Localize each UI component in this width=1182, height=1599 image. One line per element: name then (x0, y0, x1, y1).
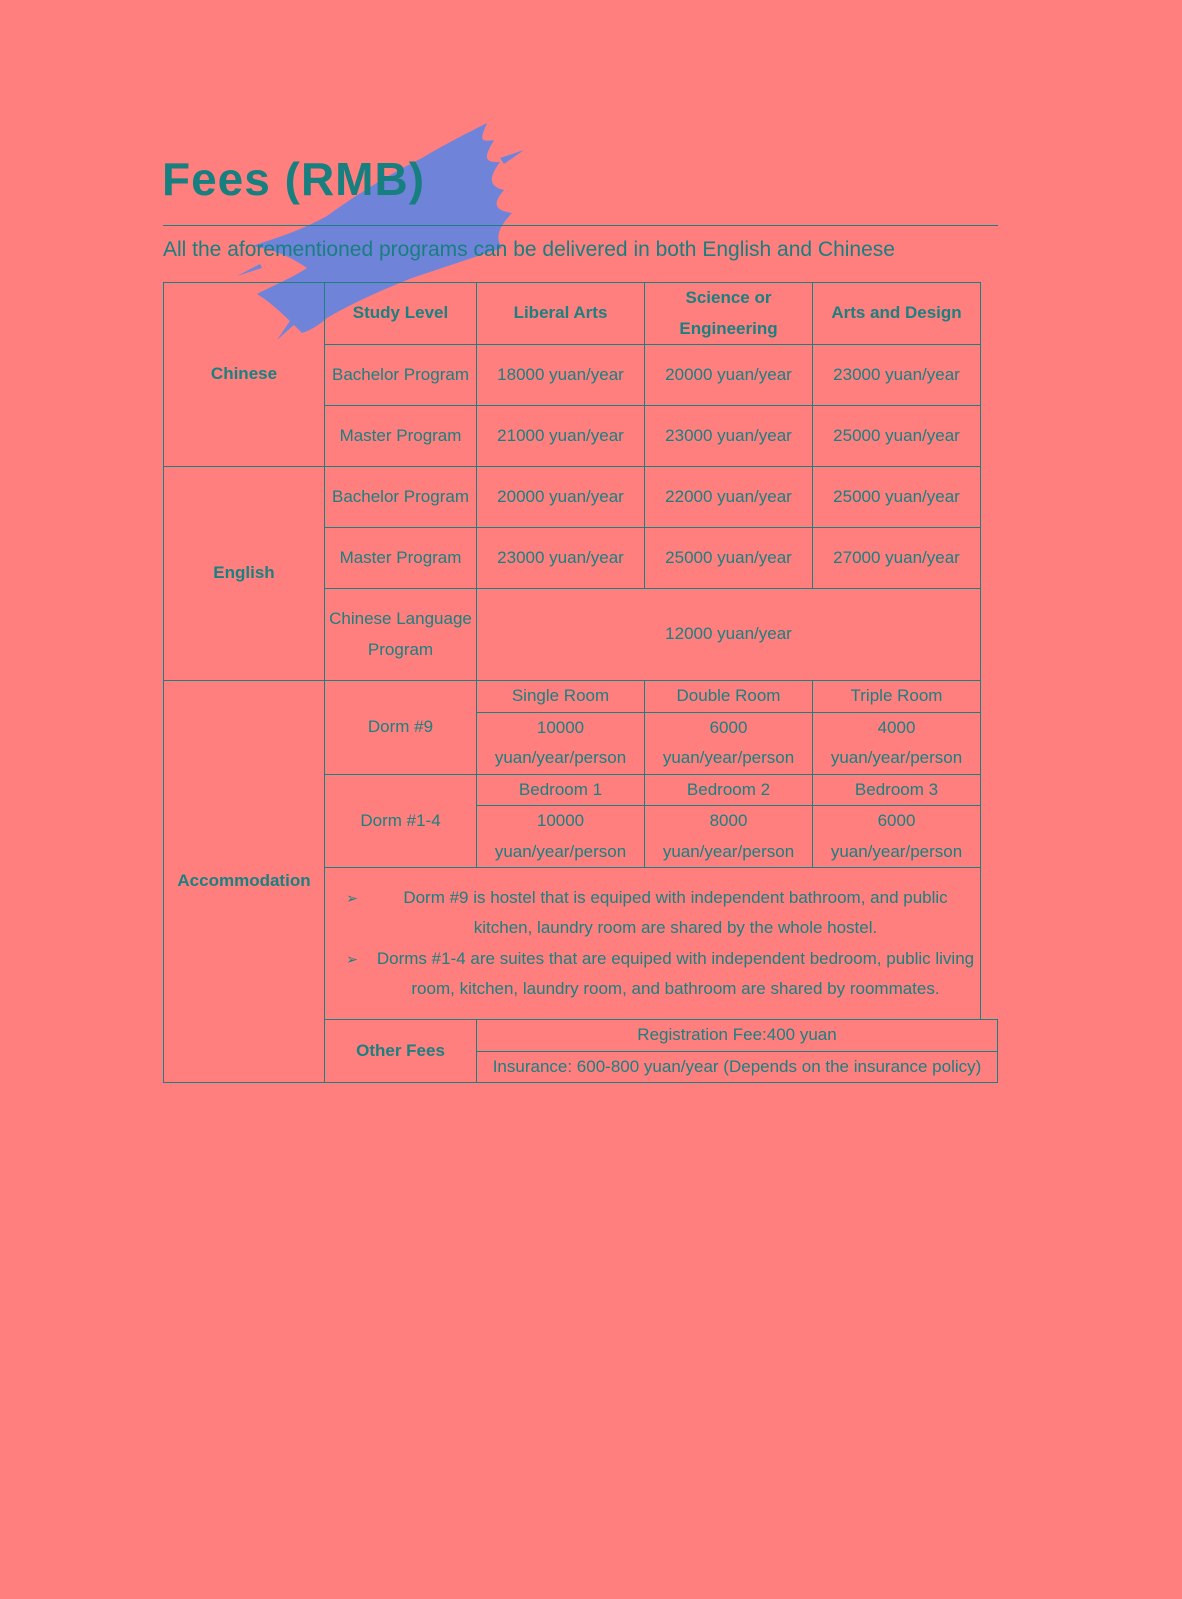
room-type-cell: Triple Room (813, 681, 981, 713)
room-price-cell: 10000 yuan/year/person (477, 712, 645, 774)
study-level-cell: Chinese Language Program (325, 589, 477, 681)
room-type-cell: Bedroom 2 (645, 774, 813, 806)
fee-cell: 20000 yuan/year (477, 467, 645, 528)
accommodation-notes (325, 868, 981, 1020)
header-science-engineering: Science or Engineering (645, 283, 813, 345)
room-price-cell: 10000 yuan/year/person (477, 806, 645, 868)
study-level-cell: Bachelor Program (325, 467, 477, 528)
fee-cell: 21000 yuan/year (477, 406, 645, 467)
fees-table (163, 282, 998, 1083)
fee-cell: 18000 yuan/year (477, 345, 645, 406)
note-text: Dorm #9 is hostel that is equiped with independent bathroom, and public kitchen, laundry room are shared by the whole hostel. (403, 887, 948, 937)
title-divider (163, 225, 998, 226)
chinese-label: Chinese (164, 283, 325, 467)
fee-cell: 25000 yuan/year (813, 467, 981, 528)
fee-cell: 25000 yuan/year (645, 528, 813, 589)
arrow-bullet-icon: ➢ (346, 950, 358, 967)
other-fees-label: Other Fees (325, 1020, 477, 1083)
english-label: English (164, 467, 325, 681)
room-price-cell: 4000 yuan/year/person (813, 712, 981, 774)
fee-cell: 23000 yuan/year (813, 345, 981, 406)
language-fee-cell: 12000 yuan/year (477, 589, 981, 681)
note-item (327, 883, 978, 944)
room-type-cell: Bedroom 1 (477, 774, 645, 806)
room-type-cell: Bedroom 3 (813, 774, 981, 806)
fee-cell: 22000 yuan/year (645, 467, 813, 528)
page-title: Fees (RMB) (162, 153, 426, 205)
header-arts-design: Arts and Design (813, 283, 981, 345)
note-item (327, 944, 978, 1005)
room-type-cell: Double Room (645, 681, 813, 713)
insurance-fee-cell: Insurance: 600-800 yuan/year (Depends on the insurance policy) (477, 1051, 998, 1083)
fee-cell: 23000 yuan/year (645, 406, 813, 467)
study-level-cell: Master Program (325, 406, 477, 467)
study-level-cell: Master Program (325, 528, 477, 589)
header-liberal-arts: Liberal Arts (477, 283, 645, 345)
room-price-cell: 8000 yuan/year/person (645, 806, 813, 868)
study-level-cell: Bachelor Program (325, 345, 477, 406)
fee-cell: 25000 yuan/year (813, 406, 981, 467)
dorm-name-cell: Dorm #1-4 (325, 774, 477, 868)
table-row (164, 467, 998, 528)
room-price-cell: 6000 yuan/year/person (645, 712, 813, 774)
registration-fee-cell: Registration Fee:400 yuan (477, 1020, 998, 1052)
fee-cell: 20000 yuan/year (645, 345, 813, 406)
dorm-name-cell: Dorm #9 (325, 681, 477, 775)
table-row (164, 681, 998, 713)
table-header-row (164, 283, 998, 345)
note-text: Dorms #1-4 are suites that are equiped with independent bedroom, public living room, kitchen, laundry room, and bathroom are shared by roommates. (376, 948, 975, 998)
accommodation-label: Accommodation (164, 681, 325, 1083)
fee-cell: 27000 yuan/year (813, 528, 981, 589)
fee-cell: 23000 yuan/year (477, 528, 645, 589)
header-study-level: Study Level (325, 283, 477, 345)
arrow-bullet-icon: ➢ (346, 889, 358, 906)
room-type-cell: Single Room (477, 681, 645, 713)
page-subtitle: All the aforementioned programs can be delivered in both English and Chinese (163, 238, 895, 261)
room-price-cell: 6000 yuan/year/person (813, 806, 981, 868)
